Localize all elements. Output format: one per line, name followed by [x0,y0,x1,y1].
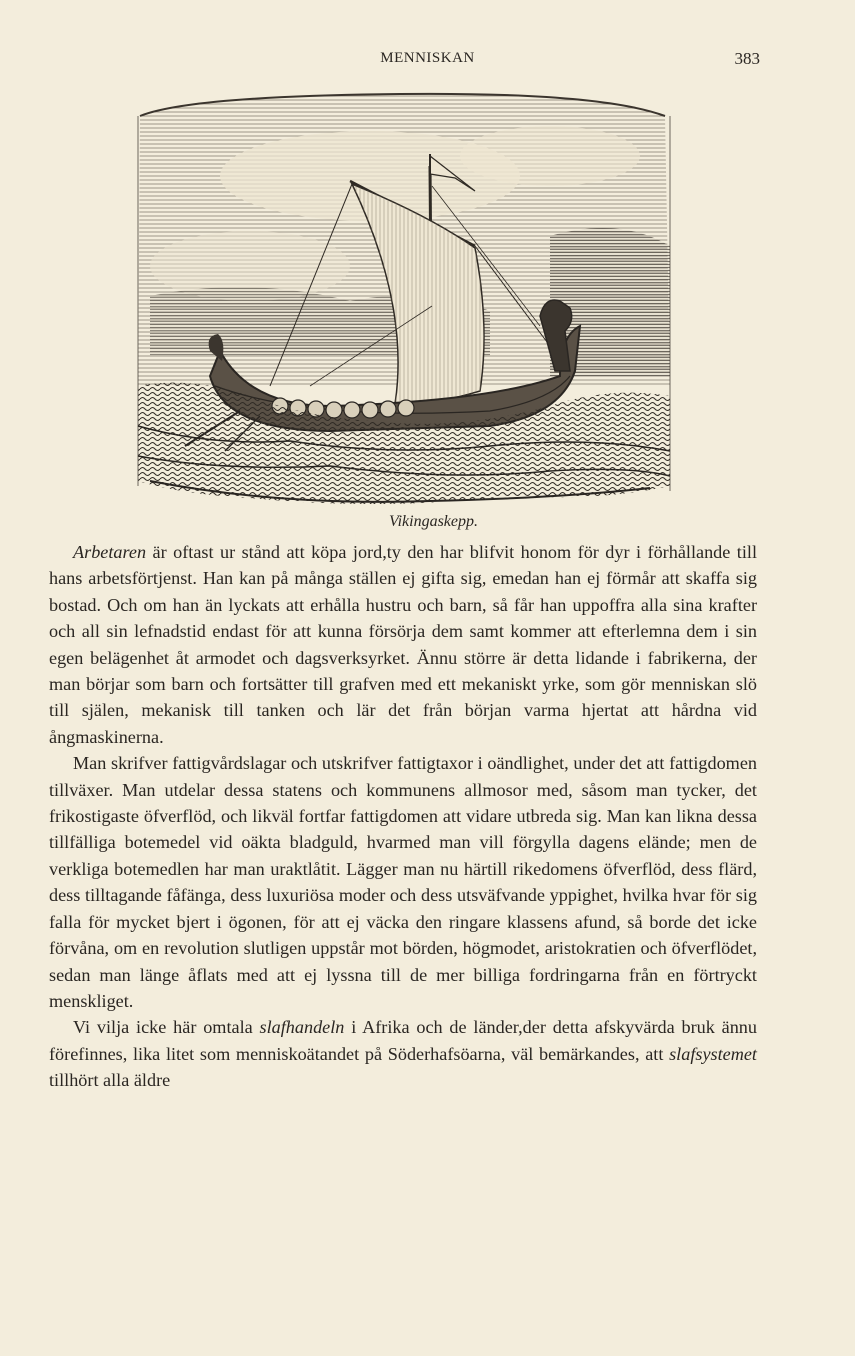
paragraph-2-text: Man skrifver fattigvårdslagar och utskrifver fattigtaxor i oändlighet, under det att fattigdomen tillväxer. Man utdelar dessa statens och kommunens allmosor med, såsom man tycker, det frikostigaste öfverflöd, och likväl fortfar fattigdomen att vidare utbreda sig. Man kan likna dessa tillfälliga botemedel vid oäkta bladguld, hvarmed man vill förgylla dagens elände; men de verkliga botemedlen har man uraktlåtit. Lägger man nu härtill rikedomens öfverflöd, dess flärd, dess tilltagande fåfänga, dess luxuriösa moder och dess utsväfvande yppighet, hvilka hvar för sig falla för mycket bjert i ögonen, för att ej väcka den ringare klassens afund, så borde det icke förvåna, om en revolution slutligen uppstår mot börden, högmodet, aristokratien och öfverflödet, sedan man länge åflats med att ej lyssna till de mer billiga fordringarna från en förtryckt menskliget. [49,753,757,1011]
page-number: 383 [734,49,760,68]
paragraph-1-text: är oftast ur stånd att köpa jord,ty den har blifvit honom för dyr i förhållande till hans arbetsförtjenst. Han kan på många ställen ej gifta sig, emedan han ej förmår att skaffa sig bostad. Och om han än lyckats att erhålla hustru och barn, så får han uppoffra alla sina krafter och all sin lefnadstid endast för att kunna försörja dem samt kommer att efterlemna dem i sin egen belägenhet åt armodet och dagsverksyrket. Ännu större är detta lidande i fabrikerna, der man börjar som barn och fortsätter till grafven med ett mekaniskt yrke, som gör menniskan slö till själen, mekanisk till tanken och lär det från början varma hjertat att hårdna vid ångmaskinerna. [49,542,757,747]
paragraph-3-text-middle: i Afrika och de länder,der detta afskyvärda bruk ännu förefinnes, lika litet som menniskoätandet på Söderhafsöarna, väl bemärkandes, att [49,1017,757,1064]
viking-ship-engraving [130,86,678,514]
running-title: MENNISKAN [380,50,475,66]
paragraph-3-text-before: Vi vilja icke här omtala [73,1017,260,1038]
paragraph-3-italic-slafsystemet: slafsystemet [669,1043,757,1064]
running-head [48,50,759,72]
paragraph-1-lead: Arbetaren [73,542,147,562]
paragraph-1 [49,539,757,750]
paragraph-3 [49,1014,757,1093]
body-text [49,539,757,1094]
paragraph-3-italic-slafhandeln: slafhandeln [259,1017,345,1038]
figure-caption: Vikingaskepp. [388,513,478,530]
engraving-illustration [130,86,678,514]
paragraph-2 [49,750,757,1014]
paragraph-3-text-after: tillhört alla äldre [49,1070,171,1091]
